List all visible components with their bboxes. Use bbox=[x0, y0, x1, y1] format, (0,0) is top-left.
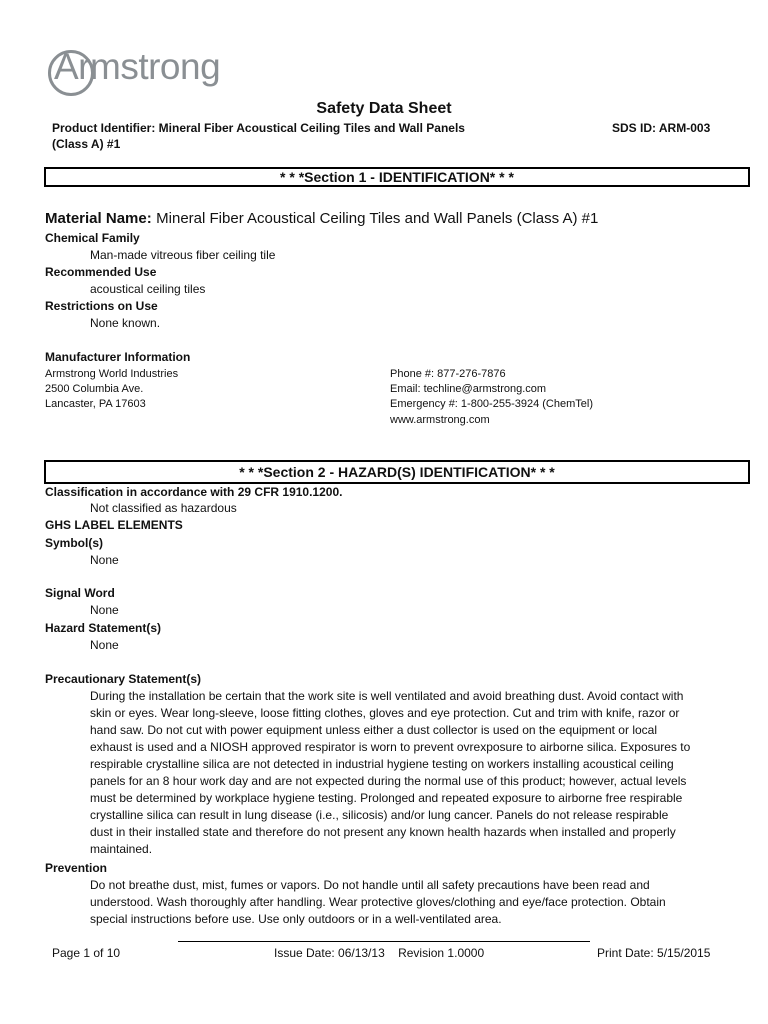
restrictions-value: None known. bbox=[90, 316, 161, 330]
precautionary-line: must be determined by workplace hygiene testing. Prolonged and repeated exposure to airborne free respirable bbox=[90, 791, 683, 805]
precautionary-line: exhaust is used and a NIOSH approved respirator is worn to prevent ovrexposure to airborne silica. Exposures to bbox=[90, 740, 691, 754]
sds-id: SDS ID: ARM-003 bbox=[612, 121, 711, 135]
recommended-use-label: Recommended Use bbox=[45, 265, 157, 279]
precautionary-label: Precautionary Statement(s) bbox=[45, 672, 202, 686]
manufacturer-label: Manufacturer Information bbox=[45, 350, 191, 364]
section1-heading: * * *Section 1 - IDENTIFICATION* * * bbox=[44, 167, 750, 187]
prevention-line: Do not breathe dust, mist, fumes or vapors. Do not handle until all safety precautions have been read and bbox=[90, 878, 650, 892]
contact-phone: Phone #: 877-276-7876 bbox=[390, 368, 506, 380]
precautionary-line: During the installation be certain that the work site is well ventilated and avoid breathing dust. Avoid contact with bbox=[90, 689, 684, 703]
precautionary-line: maintained. bbox=[90, 842, 153, 856]
contact-email: Email: techline@armstrong.com bbox=[390, 383, 547, 395]
product-identifier-line1: Product Identifier: Mineral Fiber Acoustical Ceiling Tiles and Wall Panels bbox=[52, 121, 465, 135]
manufacturer-line: Lancaster, PA 17603 bbox=[45, 398, 146, 410]
prevention-label: Prevention bbox=[45, 861, 108, 875]
precautionary-line: dust in their installed state and therefore do not present any known health hazards when installed and properly bbox=[90, 825, 676, 839]
precautionary-line: crystalline silica can result in lung disease (i.e., silicosis) and/or lung cancer. Panels do not release respirable bbox=[90, 808, 669, 822]
precautionary-line: hand saw. Do not cut with power equipment unless either a dust collector is used on the equipment or local bbox=[90, 723, 657, 737]
logo-text: Armstrong bbox=[54, 46, 221, 87]
recommended-use-value: acoustical ceiling tiles bbox=[90, 282, 206, 296]
prevention-text bbox=[90, 877, 730, 928]
classification-value: Not classified as hazardous bbox=[90, 501, 237, 515]
contact-emergency: Emergency #: 1-800-255-3924 (ChemTel) bbox=[390, 398, 593, 410]
contact-website: www.armstrong.com bbox=[390, 414, 490, 426]
footer-print-date: Print Date: 5/15/2015 bbox=[597, 946, 711, 960]
signal-word-value: None bbox=[90, 603, 119, 617]
prevention-line: understood. Wash thoroughly after handling. Wear protective gloves/clothing and eye/face protection. Obtain bbox=[90, 895, 666, 909]
chemical-family-value: Man-made vitreous fiber ceiling tile bbox=[90, 248, 276, 262]
manufacturer-line: 2500 Columbia Ave. bbox=[45, 383, 144, 395]
footer-rule bbox=[178, 941, 590, 942]
material-name bbox=[45, 210, 598, 228]
armstrong-logo bbox=[48, 48, 248, 96]
precautionary-line: respirable crystalline silica are not detected in industrial hygiene testing on workers installing acoustical ceiling bbox=[90, 757, 674, 771]
symbols-label: Symbol(s) bbox=[45, 536, 104, 550]
precautionary-text bbox=[90, 688, 730, 858]
document-title: Safety Data Sheet bbox=[316, 100, 452, 117]
material-name-value: Mineral Fiber Acoustical Ceiling Tiles and Wall Panels (Class A) #1 bbox=[156, 210, 599, 227]
symbols-value: None bbox=[90, 553, 119, 567]
precautionary-line: skin or eyes. Wear long-sleeve, loose fitting clothes, gloves and eye protection. Cut and trim with knife, razor or bbox=[90, 706, 680, 720]
footer-issue: Issue Date: 06/13/13 Revision 1.0000 bbox=[274, 946, 485, 960]
material-name-label: Material Name: bbox=[45, 210, 152, 227]
product-identifier-line2: (Class A) #1 bbox=[52, 137, 121, 151]
hazard-statements-label: Hazard Statement(s) bbox=[45, 621, 162, 635]
hazard-statements-value: None bbox=[90, 638, 119, 652]
signal-word-label: Signal Word bbox=[45, 586, 115, 600]
restrictions-label: Restrictions on Use bbox=[45, 299, 158, 313]
prevention-line: special instructions before use. Use only outdoors or in a well-ventilated area. bbox=[90, 912, 502, 926]
classification-label: Classification in accordance with 29 CFR 1910.1200. bbox=[45, 485, 343, 499]
ghs-label: GHS LABEL ELEMENTS bbox=[45, 518, 183, 532]
footer-page: Page 1 of 10 bbox=[52, 946, 121, 960]
chemical-family-label: Chemical Family bbox=[45, 231, 140, 245]
section2-heading: * * *Section 2 - HAZARD(S) IDENTIFICATION* * * bbox=[44, 460, 750, 484]
manufacturer-line: Armstrong World Industries bbox=[45, 368, 179, 380]
precautionary-line: panels for an 8 hour work day and are not expected during the normal use of this product; however, actual levels bbox=[90, 774, 687, 788]
